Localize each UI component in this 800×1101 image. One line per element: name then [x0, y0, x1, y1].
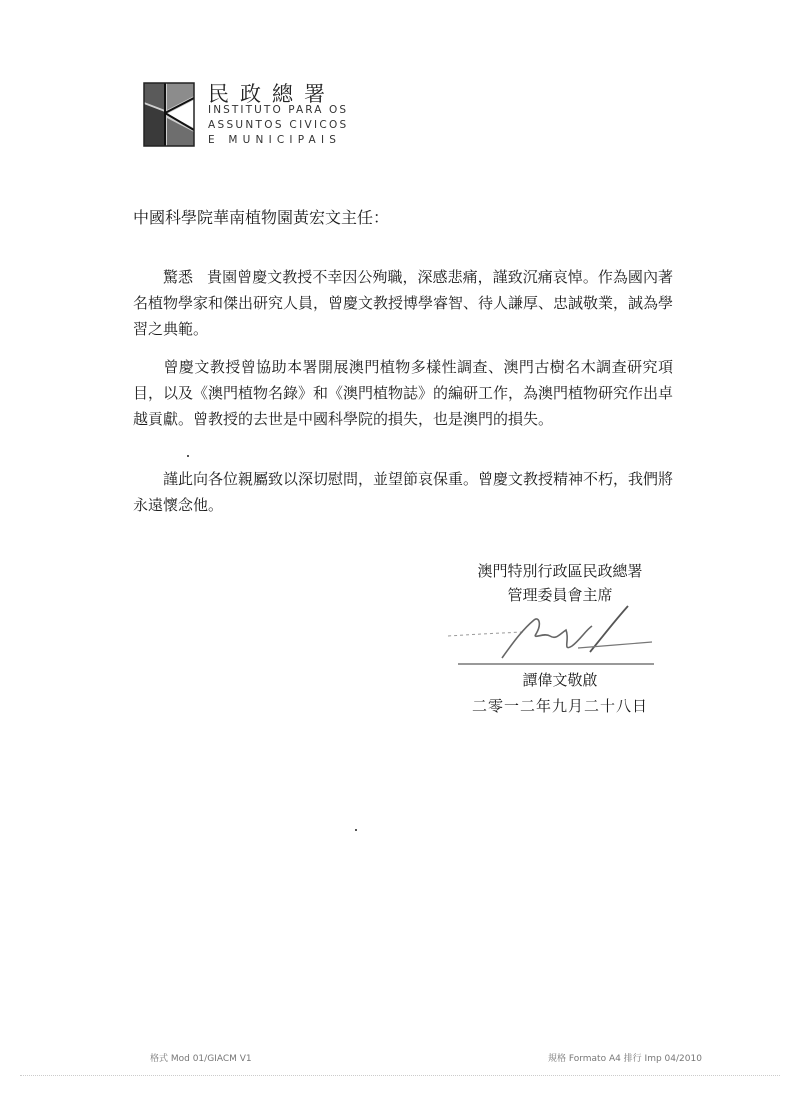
sender-position: 管理委員會主席	[507, 586, 613, 604]
org-name-pt-line-1: INSTITUTO PARA OS	[208, 104, 349, 116]
iacm-logo-icon	[143, 82, 195, 147]
paragraph-sympathy	[133, 466, 673, 518]
signatory-name: 譚偉文敬啟	[522, 671, 598, 689]
salutation: 中國科學院華南植物園黃宏文主任：	[133, 208, 390, 227]
letter-date: 二零一二年九月二十八日	[471, 697, 648, 715]
paragraph-condolence	[133, 264, 673, 342]
handwritten-signature	[440, 600, 660, 668]
paragraph-contribution	[133, 354, 673, 432]
org-name-portuguese	[208, 103, 349, 148]
format-code-footer: 規格 Formato A4 排行 Imp 04/2010	[548, 1054, 702, 1064]
footer-rule	[20, 1075, 780, 1076]
paragraph-sympathy-text: 謹此向各位親屬致以深切慰問，並望節哀保重。曾慶文教授精神不朽，我們將永遠懷念他。	[133, 470, 674, 514]
org-name-pt-line-3: E MUNICIPAIS	[208, 134, 342, 146]
org-name-chinese: 民政總署	[208, 82, 336, 106]
org-name-pt-line-2: ASSUNTOS CIVICOS	[208, 119, 349, 131]
paragraph-condolence-text: 貴園曾慶文教授不幸因公殉職，深感悲痛，謹致沉痛哀悼。作為國內著名植物學家和傑出研究人員，曾慶文教授博學睿智、待人謙厚、忠誠敬業，誠為學習之典範。	[133, 268, 674, 338]
paragraph-contribution-text: 曾慶文教授曾協助本署開展澳門植物多樣性調查、澳門古樹名木調查研究項目，以及《澳門植物名錄》和《澳門植物誌》的編研工作，為澳門植物研究作出卓越貢獻。曾教授的去世是中國科學院的損失，也是澳門的損失。	[133, 358, 674, 428]
paragraph-lead-word: 驚悉	[163, 268, 194, 286]
form-code-footer: 格式 Mod 01/GIACM V1	[150, 1054, 252, 1064]
scan-speck	[355, 829, 357, 831]
scan-speck	[187, 455, 189, 457]
sender-organization: 澳門特別行政區民政總署	[477, 562, 643, 580]
